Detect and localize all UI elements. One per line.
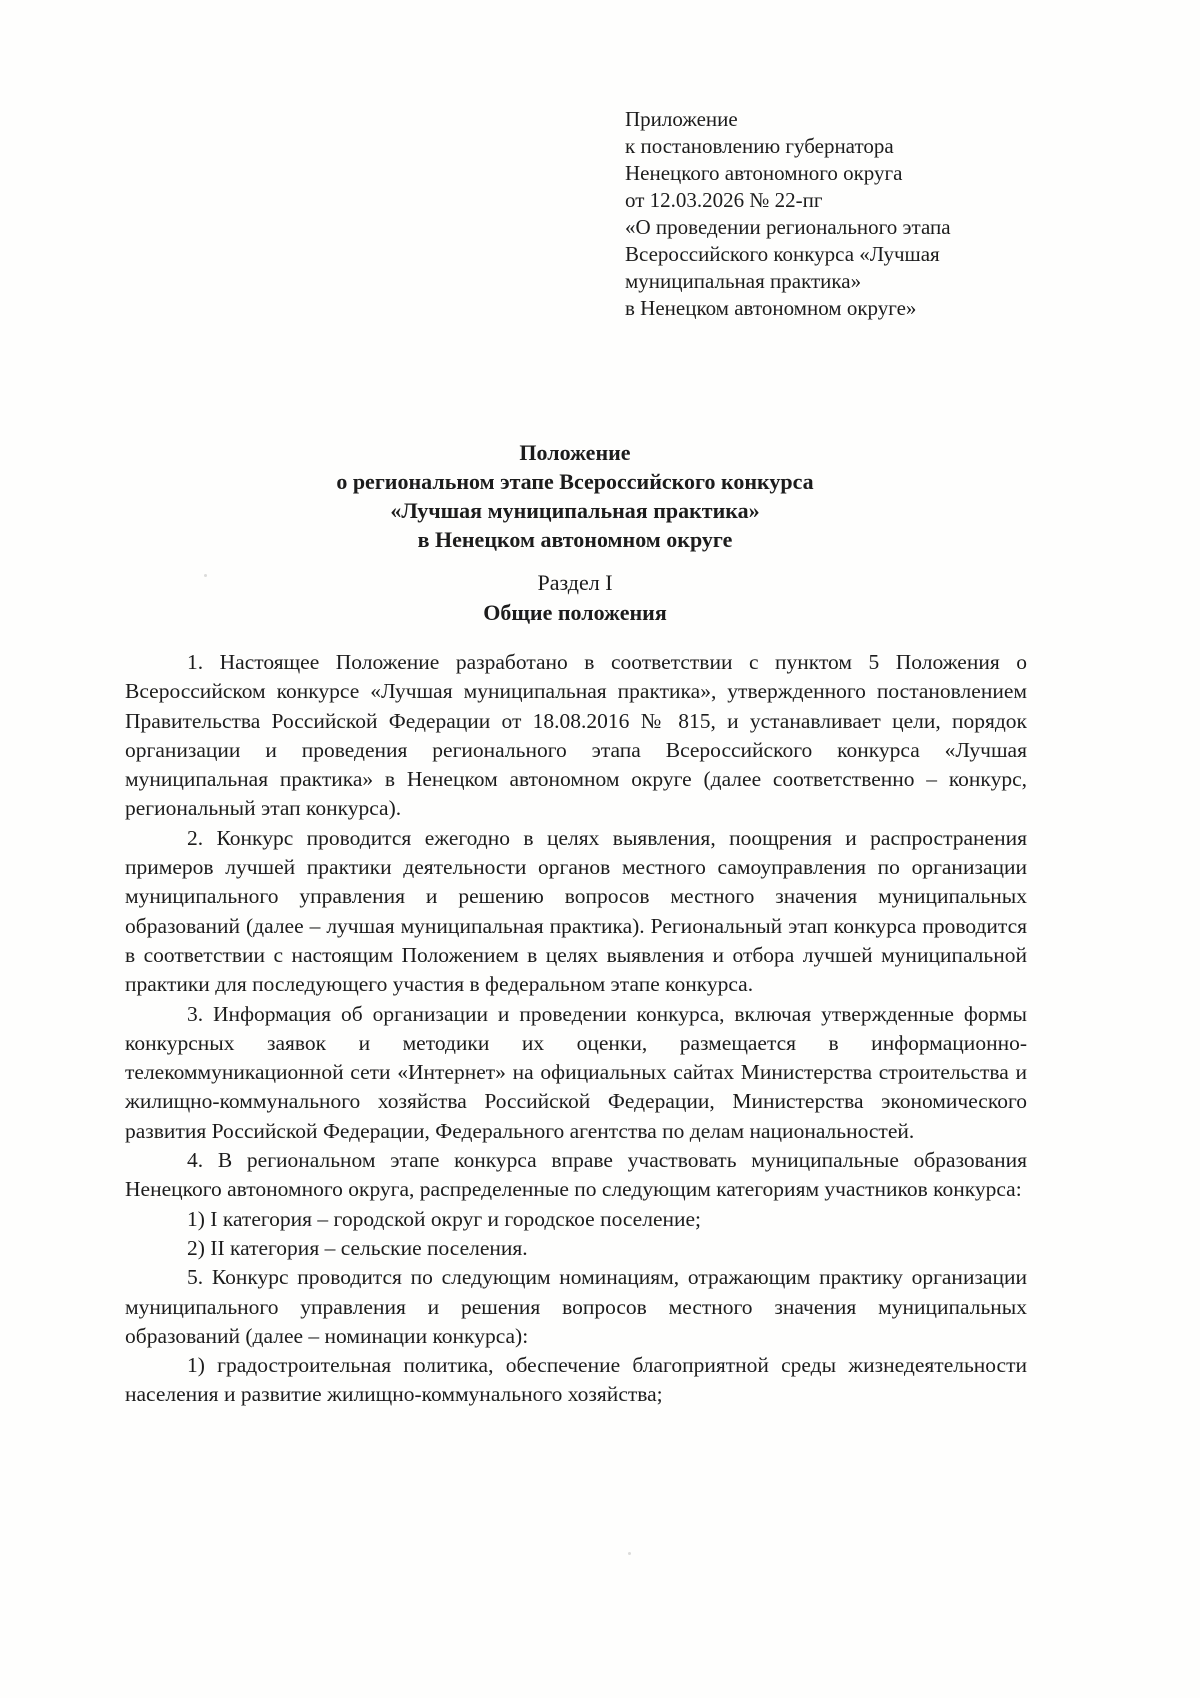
paragraph-3: 3. Информация об организации и проведении конкурса, включая утвержденные формы конкурсных заявок и методики их оценки, размещается в информационно-телекоммуникационной сети «Интернет» на официальных сайтах Министерства строительства и жилищно-коммунального хозяйства Российской Федерации, Министерства экономического развития Российской Федерации, Федерального агентства по делам национальностей.	[125, 1001, 1027, 1143]
annotation-line: Приложение	[625, 107, 738, 131]
annotation-line: в Ненецком автономном округе»	[625, 296, 917, 320]
list-item-category-1: 1) I категория – городской округ и городское поселение;	[187, 1206, 702, 1231]
annotation-block	[625, 106, 951, 322]
annotation-line: муниципальная практика»	[625, 269, 862, 293]
scan-speck	[628, 1552, 631, 1555]
section-title: Общие положения	[483, 600, 667, 625]
list-item-nomination-1: 1) градостроительная политика, обеспечение благоприятной среды жизнедеятельности населения и развитие жилищно-коммунального хозяйства;	[125, 1353, 1027, 1407]
annotation-line: Ненецкого автономного округа	[625, 161, 903, 185]
paragraph-4: 4. В региональном этапе конкурса вправе участвовать муниципальные образования Ненецкого автономного округа, распределенные по следующим категориям участников конкурса:	[125, 1148, 1027, 1202]
section-number: Раздел I	[537, 570, 613, 595]
paragraph-1: 1. Настоящее Положение разработано в соответствии с пунктом 5 Положения о Всероссийском конкурсе «Лучшая муниципальная практика», утвержденного постановлением Правительства Российской Федерации от 18.08.2016 № 815, и устанавливает цели, порядок организации и проведения регионального этапа Всероссийского конкурса «Лучшая муниципальная практика» в Ненецком автономном округе (далее соответственно – конкурс, региональный этап конкурса).	[125, 650, 1027, 821]
annotation-line: к постановлению губернатора	[625, 134, 894, 158]
title-line: в Ненецком автономном округе	[417, 527, 733, 552]
section-heading	[0, 568, 1150, 628]
list-item-category-2: 2) II категория – сельские поселения.	[187, 1235, 528, 1260]
annotation-line: от 12.03.2026 № 22-пг	[625, 188, 823, 212]
title-line: о региональном этапе Всероссийского конкурса	[336, 469, 814, 494]
paragraph-5: 5. Конкурс проводится по следующим номинациям, отражающим практику организации муниципального управления и решения вопросов местного значения муниципальных образований (далее – номинации конкурса):	[125, 1265, 1027, 1348]
scan-speck	[204, 574, 207, 577]
title-line: Положение	[519, 440, 631, 465]
annotation-line: «О проведении регионального этапа	[625, 215, 951, 239]
document-title	[0, 438, 1150, 554]
paragraph-2: 2. Конкурс проводится ежегодно в целях выявления, поощрения и распространения примеров лучшей практики деятельности органов местного самоуправления по организации муниципального управления и решению вопросов местного значения муниципальных образований (далее – лучшая муниципальная практика). Региональный этап конкурса проводится в соответствии с настоящим Положением в целях выявления и отбора лучшей муниципальной практики для последующего участия в федеральном этапе конкурса.	[125, 825, 1027, 997]
document-body	[125, 648, 1027, 1410]
title-line: «Лучшая муниципальная практика»	[390, 498, 760, 523]
annotation-line: Всероссийского конкурса «Лучшая	[625, 242, 940, 266]
